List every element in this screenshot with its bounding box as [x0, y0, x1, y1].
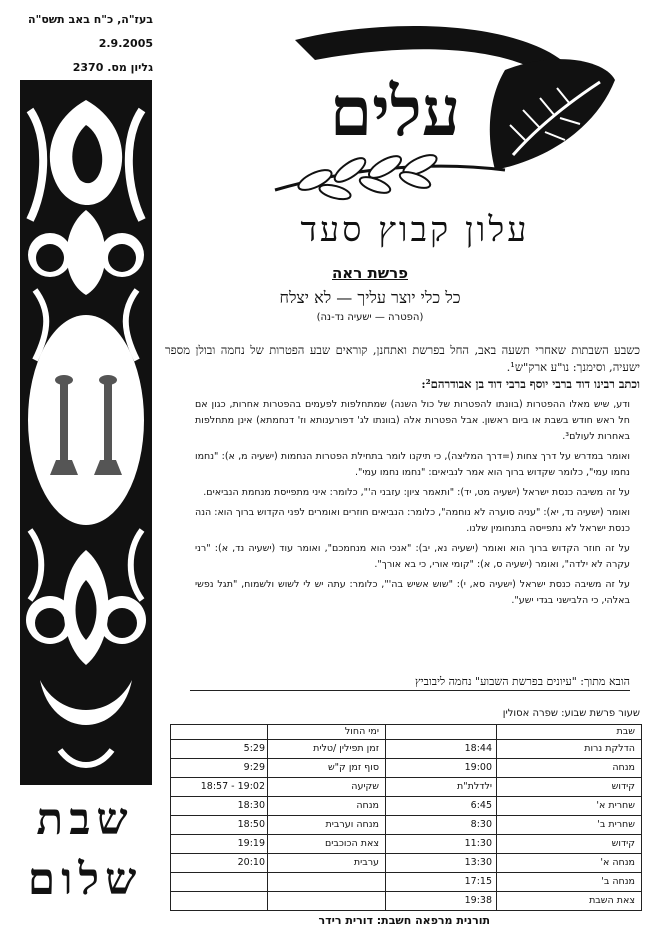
- weekday-column: [171, 725, 385, 910]
- row-label: זמן תפילין /טלית: [313, 743, 379, 754]
- row-label: מנחה: [356, 800, 379, 811]
- article-quote: [195, 397, 630, 609]
- shabbat-column: [385, 725, 641, 910]
- row-time: 18:57 - 19:02: [200, 781, 265, 792]
- table-row: [386, 759, 641, 778]
- row-time: 19:38: [464, 895, 492, 906]
- quote-paragraph: ודע, שיש מאלו ההפטרות (בוונתו להפטרות של כול השנה) שמתחלפות לפעמים בהפטרות אחרות, כגון אם חל ראש חודש בשבת או ביום ראשון. אבל הפטרות אלה (בוונתו לג' דפורענותא וז' דנחמתא) אינן מתחלפות באחרות לעולם³.: [195, 399, 630, 442]
- row-time: 18:44: [464, 743, 492, 754]
- shabbat-header: שבת: [386, 725, 641, 740]
- haftara-reference: (הפטרה — ישעיה נד-נה): [316, 312, 424, 323]
- shabbat-word: שבת: [36, 794, 134, 845]
- row-label: סוף זמן ק"ש: [327, 762, 379, 773]
- row-time: ילדלת"ת: [457, 781, 492, 792]
- table-row: [386, 873, 641, 892]
- table-row: [171, 873, 385, 892]
- decorative-band: [20, 80, 152, 785]
- table-row: [171, 892, 385, 910]
- quote-paragraph: ואומר (ישעיה נד, יא): "עניה סוערה לא נוחמה", כלומר: הנביאים חוזרים ואומרים לפני הקדוש ברוך הוא: הנה כנסת ישראל לא נתפייסה בתנחומין שלנו.: [195, 507, 630, 534]
- table-row: [386, 835, 641, 854]
- article-source: הובא מתוך: "עיונים בפרשת השבוע" נחמה ליבוביץ: [190, 675, 630, 691]
- table-row: [171, 854, 385, 873]
- table-row: [171, 778, 385, 797]
- table-row: [386, 892, 641, 910]
- row-label: שקיעה: [351, 781, 379, 792]
- quote-paragraph: על זה משיבה כנסת ישראל (ישעיה סא, י): "שוש אשיש בה'", כלומר: עתה יש לי לשוש ולשמוח, "תגל נפשי באלהי, כי הלבישני בגדי ישע".: [195, 579, 630, 606]
- row-label: הדלקת נרות: [584, 743, 635, 754]
- shabbat-shalom: [10, 790, 160, 910]
- shalom-word: שלום: [27, 854, 143, 905]
- issue-number: גליון מס. 2370: [72, 61, 153, 74]
- table-row: [171, 797, 385, 816]
- row-time: 11:30: [464, 838, 492, 849]
- row-time: 6:45: [470, 800, 492, 811]
- row-label: מנחה א': [600, 857, 635, 868]
- table-row: [171, 816, 385, 835]
- table-row: [386, 740, 641, 759]
- masthead-subtitle: עלון קבוץ סעד: [300, 210, 530, 250]
- table-row: [171, 740, 385, 759]
- row-time: 18:50: [237, 819, 265, 830]
- weekday-header: ימי החול: [171, 725, 385, 740]
- row-label: מנחה ב': [601, 876, 635, 887]
- row-label: קידוש: [611, 781, 635, 792]
- row-label: מנחה וערבית: [325, 819, 379, 830]
- table-row: [171, 759, 385, 778]
- gregorian-date: 2.9.2005: [98, 37, 153, 50]
- row-label: שחרית א': [596, 800, 635, 811]
- article-intro: כשבע השבתות שאחרי תשעה באב, החל בפרשת ואתחנן, קוראים שבע הפטרות של נחמה ובולן מספר ישעיה, וסימנך: נו"ע ארק"ש¹.: [165, 343, 640, 374]
- ornament-illustration: [20, 80, 152, 785]
- row-time: 17:15: [464, 876, 492, 887]
- row-time: 5:29: [243, 743, 265, 754]
- weekly-lesson-note: שעור פרשת שבוע: שפרה אסולין: [502, 708, 640, 719]
- row-label: שחרית ב': [597, 819, 635, 830]
- article-body: [165, 342, 640, 613]
- table-row: [386, 816, 641, 835]
- row-label: מנחה: [612, 762, 635, 773]
- row-time: 19:19: [237, 838, 265, 849]
- quote-paragraph: על זה חוזר הקדוש ברוך הוא ואומר (ישעיה נא, יב): "אנכי הוא מנחמכם", ואומר עוד (ישעיה נד, א): "רני עקרה לא ילדה", ואומר (ישעיה ס, א): "קומי אורי, כי בא אורך".: [195, 543, 630, 570]
- row-label: צאת הכוכבים: [324, 838, 379, 849]
- table-row: [171, 835, 385, 854]
- row-time: 18:30: [237, 800, 265, 811]
- row-time: 8:30: [470, 819, 492, 830]
- clinic-duty-note: תורנית מרפאה חשבת: דורית רידר: [318, 914, 490, 927]
- parasha-title: פרשת ראה: [332, 264, 408, 282]
- table-row: [386, 778, 641, 797]
- table-row: [386, 797, 641, 816]
- row-time: 19:00: [464, 762, 492, 773]
- row-time: 20:10: [237, 857, 265, 868]
- row-label: צאת השבת: [589, 895, 635, 906]
- prayer-timetable: [170, 724, 642, 911]
- table-row: [386, 854, 641, 873]
- leaf-logo-icon: [255, 20, 635, 220]
- hebrew-date: בעז"ה, כ"ח באב תשס"ה: [28, 13, 153, 26]
- quote-paragraph: ואומר במדרש על דרך צחות (=דרך המליצה), כי תיקנו לומר בתחילת הפטרות הנחמות (ישעיה מ, א): "נחמו נחמו עמי", כלומר שקדוש ברוך הוא אמר לנביאים: "נחמו נחמו עמי".: [195, 451, 630, 478]
- article-intro-bold: וכתב רבינו דוד ברבי יוסף ברבי דוד בן אבודרהם²:: [421, 377, 640, 391]
- masthead-title: עלים: [329, 72, 461, 152]
- row-label: קידוש: [611, 838, 635, 849]
- masthead-logo: [255, 20, 635, 220]
- article-headline: כל כלי יוצר עליך — לא יצלח: [279, 288, 461, 307]
- row-time: 9:29: [243, 762, 265, 773]
- quote-paragraph: על זה משיבה כנסת ישראל (ישעיה מט, יד): "ותאמר ציון: עזבני ה'", כלומר: איני מתפייסת מנחמת הנביאים.: [203, 487, 630, 498]
- row-label: ערבית: [353, 857, 379, 868]
- issue-meta: [18, 8, 153, 80]
- row-time: 13:30: [464, 857, 492, 868]
